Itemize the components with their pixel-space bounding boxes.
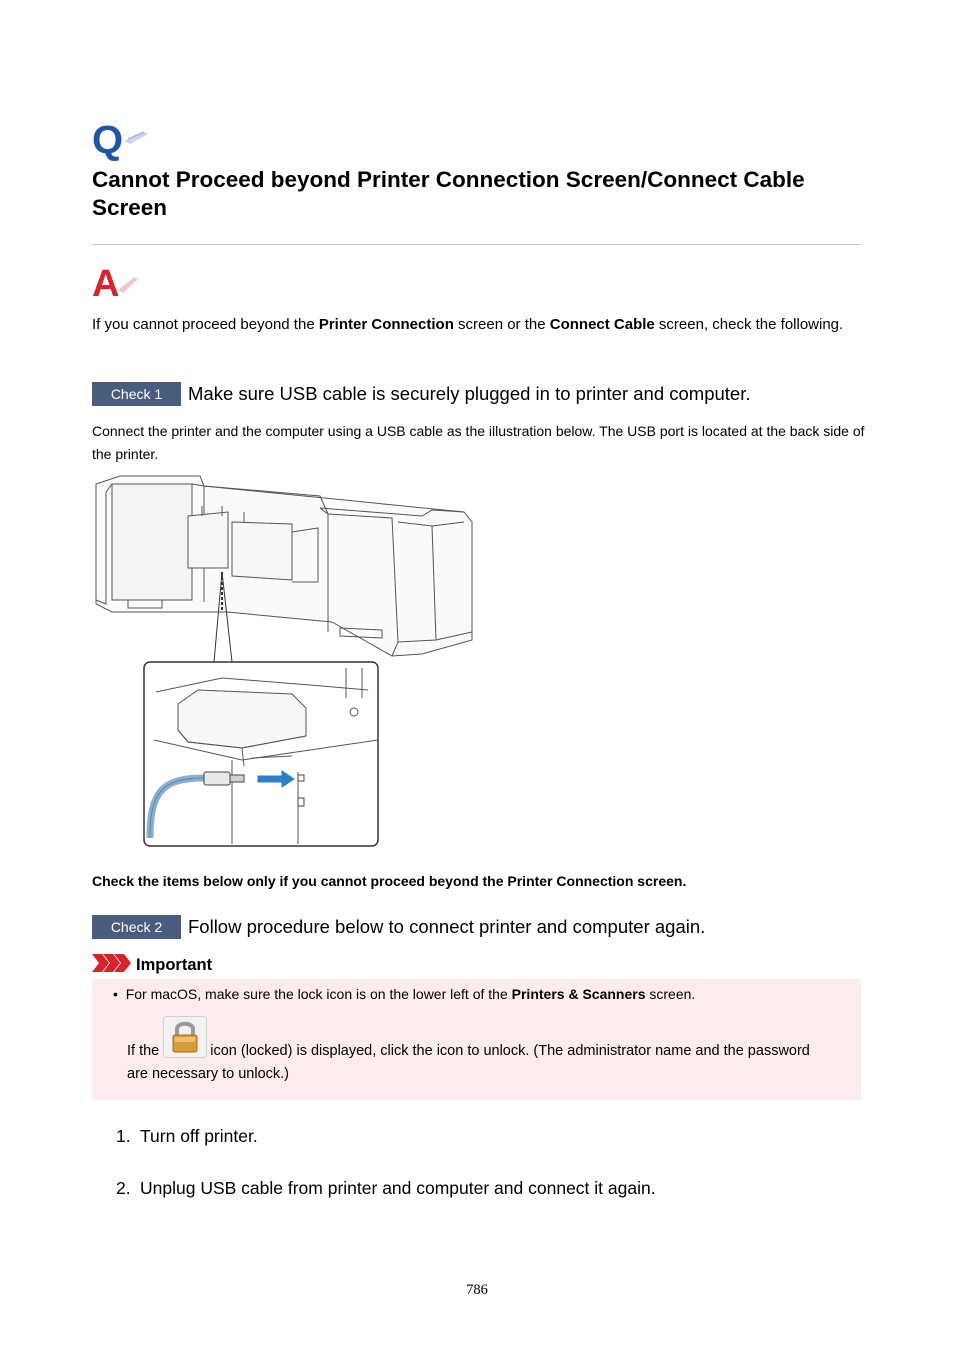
check-1-heading: [92, 382, 872, 406]
important-bullet-text: • For macOS, make sure the lock icon is on the lower left of the Printers & Scanners screen.: [113, 986, 696, 1002]
check-2-badge: Check 2: [92, 915, 181, 939]
svg-text:A: A: [92, 263, 120, 302]
step-2: 2. Unplug USB cable from printer and computer and connect it again.: [116, 1178, 656, 1198]
condition-note: Check the items below only if you cannot proceed beyond the Printer Connection screen.: [92, 873, 687, 889]
a-icon: [92, 262, 142, 302]
page-title: Cannot Proceed beyond Printer Connection Screen/Connect Cable Screen: [92, 167, 805, 220]
svg-text:Q: Q: [92, 118, 124, 161]
check-2-title: Follow procedure below to connect printer and computer again.: [188, 916, 706, 937]
important-lock-text-cont: are necessary to unlock.): [127, 1066, 289, 1082]
important-lock-text: If the icon (locked) is displayed, click the icon to unlock. (The administrator name and the password: [127, 1043, 810, 1059]
check-1-title: Make sure USB cable is securely plugged in to printer and computer.: [188, 383, 751, 404]
important-heading: [92, 955, 212, 975]
important-arrow-icon: [92, 954, 131, 977]
check-1-badge: Check 1: [92, 382, 181, 406]
intro-paragraph: If you cannot proceed beyond the Printer Connection screen or the Connect Cable screen, check the following.: [92, 316, 844, 333]
important-label: Important: [136, 955, 213, 974]
printer-usb-connection-illustration: [92, 472, 474, 848]
q-icon: [92, 117, 152, 161]
page-number: 786: [466, 1282, 488, 1298]
divider: [92, 244, 861, 245]
step-1: 1. Turn off printer.: [116, 1126, 258, 1146]
check-1-description: Connect the printer and the computer using a USB cable as the illustration below. The USB port is located at the back side of the printer.: [92, 423, 865, 462]
check-2-heading: [92, 915, 872, 939]
